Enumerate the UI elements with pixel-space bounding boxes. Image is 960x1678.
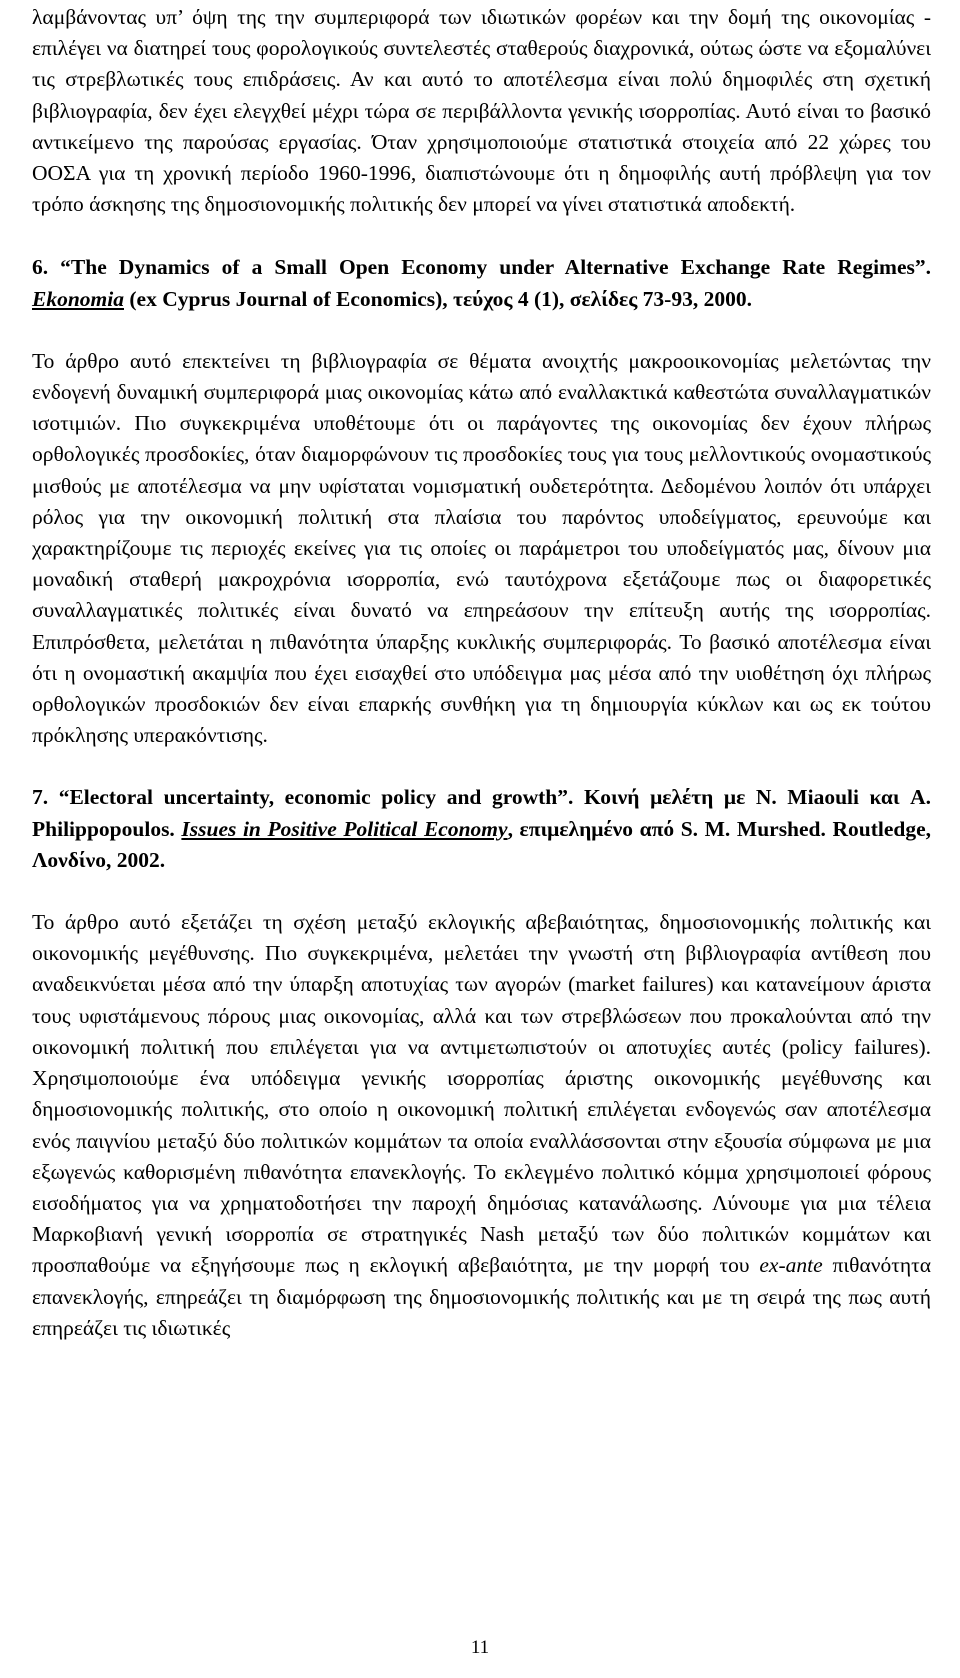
entry-7-abstract xyxy=(32,907,931,1344)
entry-number: 6. xyxy=(32,255,49,280)
entry-6-abstract: Το άρθρο αυτό επεκτείνει τη βιβλιογραφία σε θέματα ανοιχτής μακροοικονομίας μελετώντας την ενδογενή δυναμική συμπεριφορά μιας οικονομίας κάτω από εναλλακτικά καθεστώτα συναλλαγματικών ισοτιμιών. Πιο συγκεκριμένα υποθέτουμε ότι οι παράγοντες της οικονομίας δεν έχουν πλήρως ορθολογικές προσδοκίες, όταν διαμορφώνουν τις προσδοκίες τους για τους μελλοντικούς ονομαστικούς μισθούς με αποτέλεσμα να μην υφίσταται νομισματική ουδετερότητα. Δεδομένου λοιπόν ότι υπάρχει ρόλος για την οικονομική πολιτική στα πλαίσια του παρόντος υποδείγματος, ερευνούμε και χαρακτηρίζουμε τις περιοχές εκείνες για τις οποίες οι παράμετροι του υποδείγματός μας, δίνουν μια μοναδική σταθερή μακροχρόνια ισορροπία, ενώ ταυτόχρονα εξετάζουμε πως οι διαφορετικές συναλλαγματικές πολιτικές είναι δυνατό να επηρεάσουν την επίτευξη αυτής της ισορροπίας. Επιπρόσθετα, μελετάται η πιθανότητα ύπαρξης κυκλικής συμπεριφοράς. Το βασικό αποτέλεσμα είναι ότι η ονομαστική ακαμψία που έχει εισαχθεί στο υπόδειγμα μας μέσα από την υιοθέτηση όχι πλήρως ορθολογικών προσδοκιών δεν είναι επαρκής συνθήκη για τη δημιουργία κύκλων και ως εκ τούτου πρόκλησης υπερακόντισης. xyxy=(32,348,931,748)
page-number: 11 xyxy=(470,1637,490,1658)
entry-title: “Electoral uncertainty, economic policy and growth”. xyxy=(58,785,574,810)
entry-title: “The Dynamics of a Small Open Economy under Alternative Exchange Rate Regimes”. xyxy=(60,255,931,280)
entry-details: , επιμελημένο από S. M. Murshed. Routledge, Λονδίνο, 2002. xyxy=(32,816,932,872)
book-title: Issues in Positive Political Economy xyxy=(181,816,508,841)
abstract-text: Το άρθρο αυτό εξετάζει τη σχέση μεταξύ εκλογικής αβεβαιότητας, δημοσιονομικής πολιτικής και οικονομικής μεγέθυνσης. Πιο συγκεκριμένα, μελετάει την γνωστή στη βιβλιογραφία αντίθεση που αναδεικνύεται μέσα από την ύπαρξη αποτυχίας των αγορών (market failures) και κατανείμουν άριστα τους υφιστάμενους πόρους μιας οικονομίας, αλλά και των στρεβλώσεων που προκαλούνται από την οικονομική πολιτική που επιλέγεται για να αντιμετωπιστούν οι αποτυχίες αυτές (policy failures). Χρησιμοποιούμε ένα υπόδειγμα γενικής ισορροπίας άριστης οικονομικής μεγέθυνσης και δημοσιονομικής πολιτικής, στο οποίο η οικονομική πολιτική επιλέγεται ενδογενώς σαν αποτέλεσμα ενός παιγνίου μεταξύ δύο πολιτικών κομμάτων τα οποία εναλλάσσονται στην εξουσία σύμφωνα με μια εξωγενώς καθορισμένη πιθανότητα επανεκλογής. Το εκλεγμένο πολιτικό κόμμα χρησιμοποιεί φόρους εισοδήματος για να χρηματοδοτήσει την παροχή δημόσιας κατανάλωσης. Λύνουμε για μια τέλεια Μαρκοβιανή γενική ισορροπία σε στρατηγικές Nash μεταξύ των δύο πολιτικών κομμάτων και προσπαθούμε να εξηγήσουμε πως η εκλογική αβεβαιότητα, με την μορφή του xyxy=(32,910,931,1278)
abstract-emphasis: ex-ante xyxy=(759,1253,823,1278)
entry-details: (ex Cyprus Journal of Economics), τεύχος 4 (1), σελίδες 73-93, 2000. xyxy=(129,286,752,311)
entry-coauthors: Κοινή μελέτη με N. Miaouli και A. Philippopoulos. xyxy=(32,785,932,841)
entry-heading-6 xyxy=(32,252,931,314)
entry-heading-7 xyxy=(32,782,931,876)
document-page xyxy=(32,2,931,1344)
intro-paragraph: λαμβάνοντας υπ’ όψη της την συμπεριφορά των ιδιωτικών φορέων και την δομή της οικονομίας - επιλέγει να διατηρεί τους φορολογικούς συντελεστές σταθερούς διαχρονικά, ούτως ώστε να εξομαλύνει τις στρεβλωτικές τους επιδράσεις. Αν και αυτό το αποτέλεσμα είναι πολύ δημοφιλές στη σχετική βιβλιογραφία, δεν έχει ελεγχθεί μέχρι τώρα σε περιβάλλοντα γενικής ισορροπίας. Αυτό είναι το βασικό αντικείμενο της παρούσας εργασίας. Όταν χρησιμοποιούμε στατιστικά στοιχεία από 22 χώρες του ΟΟΣΑ για τη χρονική περίοδο 1960-1996, διαπιστώνουμε ότι η δημοφιλής αυτή πρόβλεψη για τον τρόπο άσκησης της δημοσιονομικής πολιτικής δεν μπορεί να γίνει στατιστικά αποδεκτή. xyxy=(32,5,931,217)
entry-number: 7. xyxy=(32,785,49,810)
abstract-text: πιθανότητα επανεκλογής, επηρεάζει τη διαμόρφωση της δημοσιονομικής πολιτικής και με τη σειρά της πως αυτή επηρεάζει τις ιδιωτικές xyxy=(32,1253,931,1340)
journal-name: Ekonomia xyxy=(32,286,124,311)
